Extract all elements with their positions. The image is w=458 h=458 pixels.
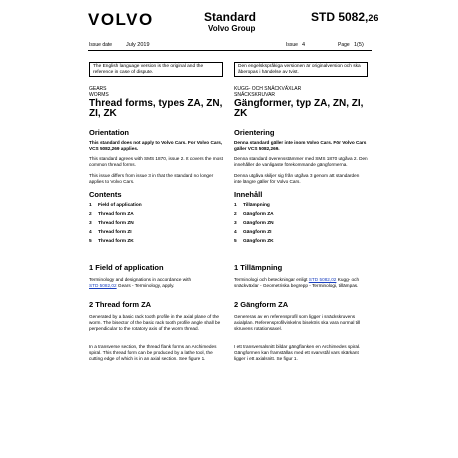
section2-p1-sv: Genereras av en referensprofil som ligger i snäckskruvens axialplan. Referensprofilvinkelns bisektris ska vara normal till skruvens rotationsaxel. [234, 314, 361, 331]
toc-en [89, 203, 223, 245]
toc-item-sv[interactable] [234, 212, 368, 218]
toc-label: Thread form ZK [98, 239, 134, 244]
toc-label: Thread form ZI [98, 230, 132, 235]
category-en-1: GEARS [89, 86, 107, 92]
section1-heading-sv: 1 Tillämpning [234, 263, 283, 272]
group-label: Volvo Group [208, 24, 256, 33]
toc-item-sv[interactable] [234, 221, 368, 227]
orientation-p3-en: This issue differs from issue 3 in that the standard no longer applies to Volvo Cars. [89, 173, 214, 184]
section1-text-post: Gears - Terminology, apply. [116, 282, 175, 288]
section1-text-en [89, 277, 223, 289]
page-number: 1(5) [354, 42, 364, 48]
category-en-2: WORMS [89, 91, 109, 98]
toc-item-sv[interactable] [234, 230, 368, 236]
orientation-heading-en: Orientation [89, 128, 130, 137]
std-5082-02-link-en[interactable]: STD 5082,02 [89, 282, 117, 288]
toc-label: Gängform ZI [243, 230, 272, 235]
toc-num: 1 [89, 203, 92, 208]
toc-label: Gängform ZN [243, 221, 274, 226]
section1-text-post: Kugg- och snäckväxlar - Geometriska begrepp - Terminologi, tillämpas. [234, 277, 360, 288]
section1-text-sv [234, 277, 368, 289]
notice-box-en: The English language version is the original and the reference in case of dispute. [89, 62, 223, 77]
standard-label: Standard [204, 10, 257, 24]
issue-label: Issue [286, 42, 298, 48]
category-sv-1: KUGG- OCH SNÄCKVÄXLAR [234, 86, 302, 92]
toc-label: Field of application [98, 203, 142, 208]
standard-number [311, 10, 378, 24]
toc-sv [234, 203, 368, 245]
toc-num: 2 [234, 212, 237, 217]
orientation-p3-sv: Denna utgåva skiljer sig från utgåva 3 genom att standarden inte längre gäller för Volvo Cars. [234, 173, 360, 184]
issue-number: 4 [302, 42, 306, 48]
orientation-p2-en: This standard agrees with SMS 1870, issue 2. It covers the most common thread forms. [89, 156, 223, 167]
section2-p2-sv: I ett transversalsnitt bildar gängflanken en Archimedes spiral. Gängformen kan framställas med ett svarvstål vars skärkant ligger i ett axialsnitt. Se figur 1. [234, 344, 361, 361]
std-5082-02-link-sv[interactable]: STD 5082,02 [308, 277, 337, 282]
category-sv-2: SNÄCKSKRUVAR [234, 91, 276, 98]
section1-text-pre: Terminologi och beteckningar enligt [234, 277, 309, 282]
header-divider [88, 50, 372, 51]
orientation-p1-sv: Denna standard gäller inte inom Volvo Cars. För Volvo Cars gäller VCS 5082,269. [234, 140, 367, 151]
toc-item-sv[interactable] [234, 239, 368, 245]
notice-box-sv: Den engelskspråkiga versionen är originalversion och ska åberopas i händelse av tvist. [234, 62, 368, 77]
section1-text-pre: Terminology and designations in accordance with [89, 277, 192, 282]
section2-p2-en: In a transverse section, the thread flank forms an Archimedes spiral. This thread form can be produced by a lathe tool, the cutting edge of which is in an axial section. See figure 1. [89, 344, 217, 361]
orientation-p1-en: This standard does not apply to Volvo Cars. For Volvo Cars, VCS 5082,269 applies. [89, 140, 223, 151]
toc-num: 3 [89, 221, 92, 226]
orientation-heading-sv: Orientering [234, 128, 275, 137]
toc-num: 2 [89, 212, 92, 217]
toc-item-en[interactable] [89, 221, 223, 227]
toc-item-sv[interactable] [234, 203, 368, 209]
orientation-p2-sv: Denna standard överensstämmer med SMS 1870 utgåva 2. Den innehåller de vanligaste förekommande gängformerna. [234, 156, 368, 167]
section2-heading-en: 2 Thread form ZA [89, 300, 152, 309]
document-title-en: Thread forms, types ZA, ZN, ZI, ZK [89, 98, 223, 119]
toc-num: 4 [234, 230, 237, 235]
std-number-main: STD 5082, [311, 10, 369, 24]
contents-heading-sv: Innehåll [234, 190, 263, 199]
page-label: Page [338, 42, 350, 48]
toc-item-en[interactable] [89, 239, 223, 245]
section2-p1-en: Generated by a basic rack tooth profile in the axial plane of the worm. The bisector of the basic rack tooth profile angle shall be perpendicular to the rotatory axis of the worm thread. [89, 314, 221, 331]
toc-label: Thread form ZN [98, 221, 134, 226]
toc-num: 5 [234, 239, 237, 244]
toc-num: 5 [89, 239, 92, 244]
toc-label: Gängform ZK [243, 239, 274, 244]
issue-date-label: Issue date [89, 42, 113, 48]
toc-label: Tillämpning [243, 203, 270, 208]
std-number-issue: 26 [368, 13, 379, 23]
section2-heading-sv: 2 Gängform ZA [234, 300, 289, 309]
toc-label: Thread form ZA [98, 212, 134, 217]
toc-num: 1 [234, 203, 237, 208]
toc-num: 3 [234, 221, 237, 226]
section1-heading-en: 1 Field of application [89, 263, 164, 272]
issue-date: July 2019 [126, 42, 150, 48]
toc-item-en[interactable] [89, 230, 223, 236]
toc-item-en[interactable] [89, 212, 223, 218]
contents-heading-en: Contents [89, 190, 122, 199]
toc-num: 4 [89, 230, 92, 235]
toc-item-en[interactable] [89, 203, 223, 209]
volvo-logo: VOLVO [88, 10, 154, 29]
toc-label: Gängform ZA [243, 212, 274, 217]
document-title-sv: Gängformer, typ ZA, ZN, ZI, ZK [234, 98, 364, 119]
